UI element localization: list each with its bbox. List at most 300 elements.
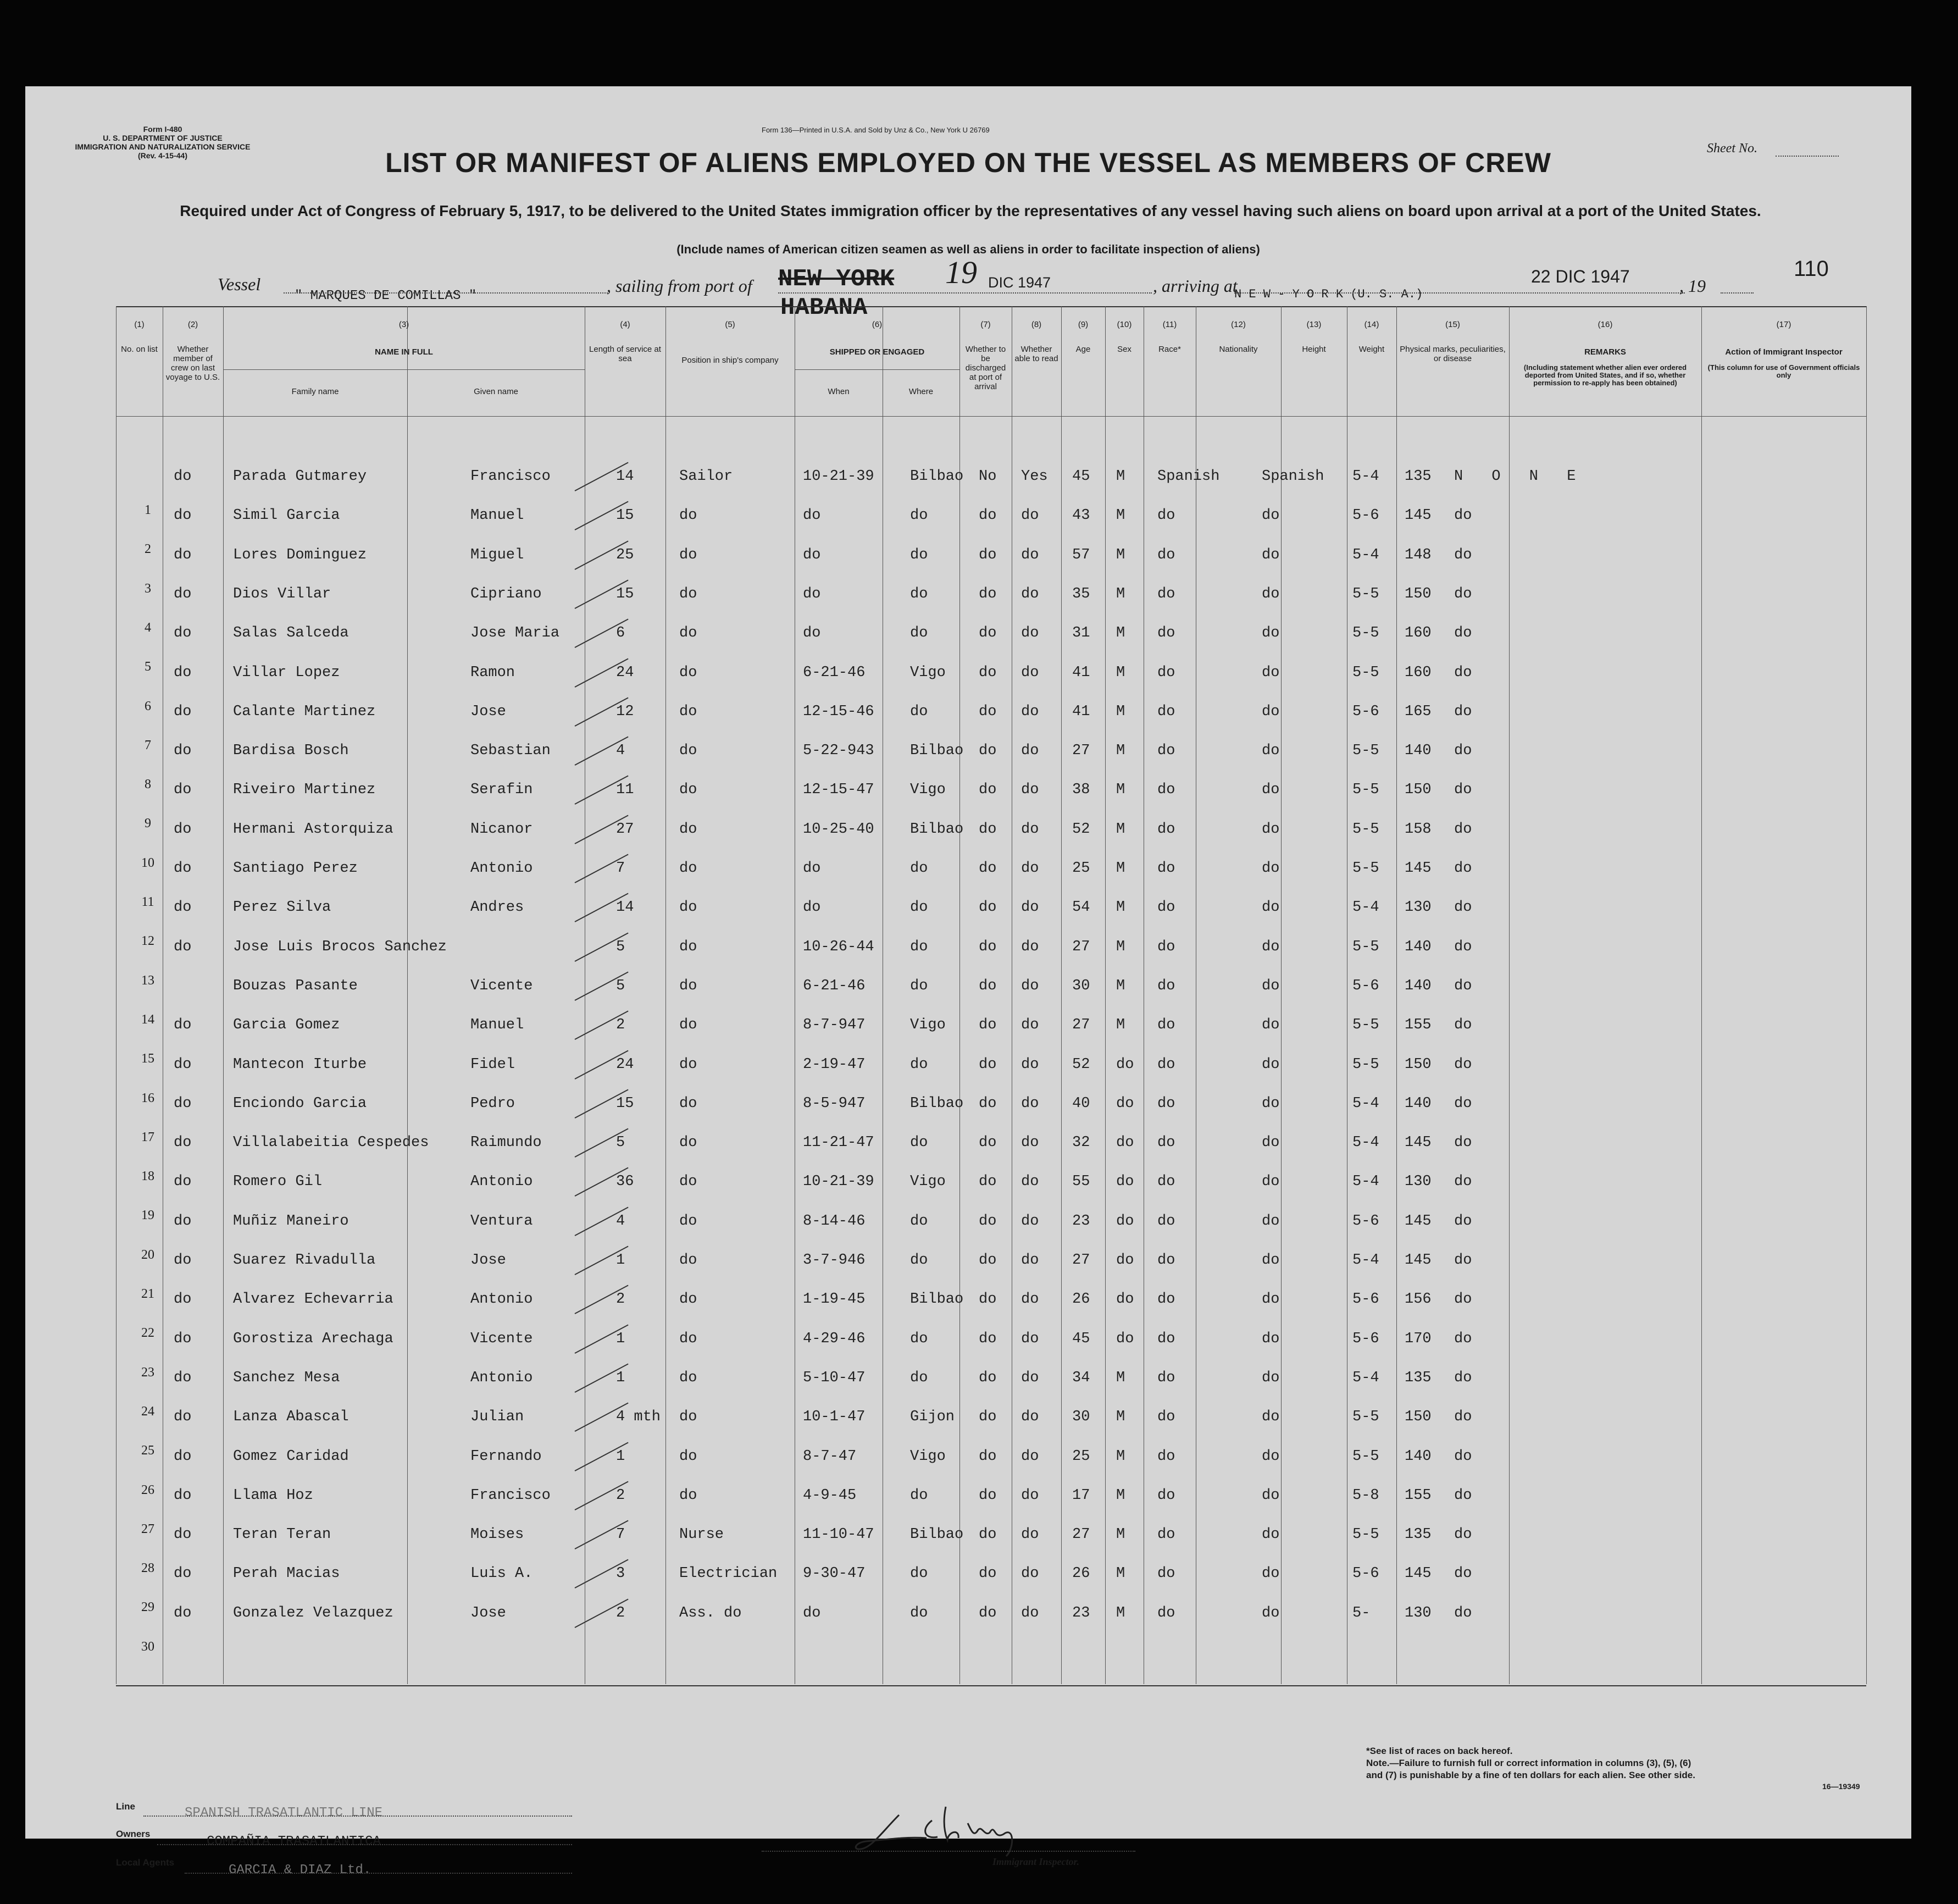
height-cell: 5-5 bbox=[1352, 1056, 1379, 1073]
to-be-discharged-cell: do bbox=[979, 899, 997, 916]
height-cell: 5-6 bbox=[1352, 1213, 1379, 1230]
shipped-when-cell: 3-7-946 bbox=[803, 1252, 866, 1269]
column-header: Sex bbox=[1117, 345, 1131, 354]
height-cell: 5-5 bbox=[1352, 860, 1379, 877]
page-title: LIST OR MANIFEST OF ALIENS EMPLOYED ON THE VESSEL AS MEMBERS OF CREW bbox=[385, 147, 1551, 178]
physical-marks-cell: do bbox=[1454, 1604, 1472, 1621]
shipped-when-cell: do bbox=[803, 899, 821, 916]
age-cell: 32 bbox=[1072, 1134, 1090, 1152]
family-name-cell: Sanchez Mesa bbox=[233, 1369, 340, 1386]
length-of-service-cell: 1 bbox=[616, 1252, 625, 1269]
age-cell: 57 bbox=[1072, 546, 1090, 563]
length-of-service-cell: 4 bbox=[616, 743, 625, 760]
row-number: 5 bbox=[145, 660, 151, 674]
sex-cell: do bbox=[1116, 1330, 1134, 1347]
shipped-when-cell: 10-26-44 bbox=[803, 938, 874, 955]
subheader-rule bbox=[223, 369, 585, 370]
family-name-cell: Llama Hoz bbox=[233, 1487, 313, 1504]
age-cell: 35 bbox=[1072, 585, 1090, 602]
shipped-where-cell: Bilbao bbox=[910, 468, 964, 485]
sex-cell: do bbox=[1116, 1213, 1134, 1230]
to-be-discharged-cell: do bbox=[979, 1291, 997, 1308]
row-number: 19 bbox=[141, 1208, 154, 1223]
column-number: (16) bbox=[1598, 320, 1613, 329]
height-cell: 5-4 bbox=[1352, 1174, 1379, 1191]
column-header: Height bbox=[1302, 345, 1326, 354]
crew-previous-voyage-cell: do bbox=[174, 1604, 192, 1621]
crew-previous-voyage-cell: do bbox=[174, 1213, 192, 1230]
age-cell: 34 bbox=[1072, 1369, 1090, 1386]
position-cell: do bbox=[679, 1017, 697, 1034]
position-cell: do bbox=[679, 899, 697, 916]
weight-cell: 135 bbox=[1405, 1526, 1432, 1543]
shipped-where-cell: do bbox=[910, 977, 928, 994]
shipped-where-cell: do bbox=[910, 899, 928, 916]
length-of-service-cell: 7 bbox=[616, 860, 625, 877]
family-name-cell: Romero Gil bbox=[233, 1174, 323, 1191]
height-cell: 5-5 bbox=[1352, 743, 1379, 760]
crew-previous-voyage-cell: do bbox=[174, 625, 192, 642]
able-to-read-cell: do bbox=[1021, 938, 1039, 955]
to-be-discharged-cell: do bbox=[979, 938, 997, 955]
nationality-cell: do bbox=[1262, 1095, 1280, 1112]
column-header: Whether to be discharged at port of arrival bbox=[965, 345, 1006, 391]
height-cell: 5-6 bbox=[1352, 1291, 1379, 1308]
crew-previous-voyage-cell: do bbox=[174, 860, 192, 877]
shipped-when-cell: do bbox=[803, 546, 821, 563]
sailing-date: DIC 1947 bbox=[988, 274, 1051, 291]
to-be-discharged-cell: do bbox=[979, 1330, 997, 1347]
column-number: (4) bbox=[620, 320, 630, 329]
row-number: 13 bbox=[141, 973, 154, 988]
height-cell: 5-5 bbox=[1352, 1526, 1379, 1543]
crew-previous-voyage-cell: do bbox=[174, 1409, 192, 1426]
physical-marks-cell: do bbox=[1454, 1448, 1472, 1465]
row-number: 18 bbox=[141, 1169, 154, 1184]
column-number: (10) bbox=[1117, 320, 1132, 329]
height-cell: 5- bbox=[1352, 1604, 1371, 1621]
given-name-cell: Jose Maria bbox=[470, 625, 560, 642]
shipped-when-cell: do bbox=[803, 1604, 821, 1621]
race-cell: do bbox=[1157, 1330, 1175, 1347]
crew-previous-voyage-cell: do bbox=[174, 899, 192, 916]
column-header: SHIPPED OR ENGAGED bbox=[829, 347, 925, 357]
owners-label: Owners bbox=[116, 1829, 151, 1839]
race-cell: do bbox=[1157, 1526, 1175, 1543]
inspector-label: Immigrant Inspector. bbox=[992, 1856, 1080, 1867]
year-line bbox=[1721, 292, 1754, 294]
subcolumn-rule bbox=[407, 369, 408, 1684]
sex-cell: M bbox=[1116, 664, 1125, 681]
weight-cell: 170 bbox=[1405, 1330, 1432, 1347]
to-be-discharged-cell: do bbox=[979, 1252, 997, 1269]
position-cell: do bbox=[679, 1409, 697, 1426]
nationality-cell: do bbox=[1262, 1487, 1280, 1504]
physical-marks-cell: do bbox=[1454, 1095, 1472, 1112]
able-to-read-cell: do bbox=[1021, 507, 1039, 524]
age-cell: 27 bbox=[1072, 1252, 1090, 1269]
race-cell: do bbox=[1157, 743, 1175, 760]
sheet-number-label: Sheet No. bbox=[1707, 141, 1757, 156]
column-number: (13) bbox=[1306, 320, 1322, 329]
given-name-cell: Fidel bbox=[470, 1056, 515, 1073]
crew-previous-voyage-cell: do bbox=[174, 1526, 192, 1543]
height-cell: 5-6 bbox=[1352, 977, 1379, 994]
row-number: 25 bbox=[141, 1443, 154, 1458]
owners-rule bbox=[157, 1844, 572, 1845]
able-to-read-cell: do bbox=[1021, 1095, 1039, 1112]
weight-cell: 150 bbox=[1405, 1409, 1432, 1426]
shipped-when-cell: 11-10-47 bbox=[803, 1526, 874, 1543]
to-be-discharged-cell: do bbox=[979, 782, 997, 799]
height-cell: 5-4 bbox=[1352, 1369, 1379, 1386]
given-name-cell: Nicanor bbox=[470, 821, 533, 838]
vessel-label: Vessel bbox=[218, 274, 261, 294]
vessel-name: " MARQUES DE COMILLAS " bbox=[295, 289, 477, 303]
race-cell: do bbox=[1157, 1369, 1175, 1386]
column-subheader: (This column for use of Government officials only bbox=[1707, 363, 1860, 379]
race-cell: do bbox=[1157, 1291, 1175, 1308]
length-of-service-cell: 25 bbox=[616, 546, 634, 563]
physical-marks-cell: do bbox=[1454, 821, 1472, 838]
departure-port: HABANA bbox=[780, 294, 868, 322]
sex-cell: M bbox=[1116, 1448, 1125, 1465]
sex-cell: M bbox=[1116, 507, 1125, 524]
age-cell: 30 bbox=[1072, 1409, 1090, 1426]
length-of-service-cell: 14 bbox=[616, 468, 634, 485]
nationality-cell: do bbox=[1262, 899, 1280, 916]
sailing-line bbox=[778, 292, 1152, 294]
length-of-service-cell: 4 bbox=[616, 1213, 625, 1230]
row-number: 6 bbox=[145, 699, 151, 713]
nationality-cell: do bbox=[1262, 1565, 1280, 1582]
physical-marks-cell: do bbox=[1454, 1565, 1472, 1582]
family-name-cell: Salas Salceda bbox=[233, 625, 349, 642]
position-cell: do bbox=[679, 703, 697, 720]
height-cell: 5-6 bbox=[1352, 507, 1379, 524]
family-name-cell: Perez Silva bbox=[233, 899, 331, 916]
crew-previous-voyage-cell: do bbox=[174, 1017, 192, 1034]
position-cell: do bbox=[679, 743, 697, 760]
column-rule bbox=[1396, 306, 1397, 1684]
shipped-where-cell: Bilbao bbox=[910, 821, 964, 838]
position-cell: do bbox=[679, 507, 697, 524]
form-revision: (Rev. 4-15-44) bbox=[137, 151, 187, 160]
physical-marks-cell: do bbox=[1454, 1369, 1472, 1386]
shipped-when-cell: 8-7-47 bbox=[803, 1448, 857, 1465]
sex-cell: M bbox=[1116, 1526, 1125, 1543]
family-name-cell: Dios Villar bbox=[233, 585, 331, 602]
given-name-cell: Fernando bbox=[470, 1448, 542, 1465]
to-be-discharged-cell: do bbox=[979, 546, 997, 563]
height-cell: 5-5 bbox=[1352, 1448, 1379, 1465]
table-left-rule bbox=[116, 306, 117, 1684]
physical-marks-cell: do bbox=[1454, 1487, 1472, 1504]
length-of-service-cell: 7 bbox=[616, 1526, 625, 1543]
row-number: 8 bbox=[145, 777, 151, 792]
column-number: (7) bbox=[980, 320, 991, 329]
able-to-read-cell: do bbox=[1021, 1174, 1039, 1191]
weight-cell: 148 bbox=[1405, 546, 1432, 563]
nationality-cell: do bbox=[1262, 1174, 1280, 1191]
nationality-cell: do bbox=[1262, 1369, 1280, 1386]
nationality-cell: do bbox=[1262, 664, 1280, 681]
column-number: (11) bbox=[1162, 320, 1177, 329]
to-be-discharged-cell: do bbox=[979, 1017, 997, 1034]
shipped-when-cell: 9-30-47 bbox=[803, 1565, 866, 1582]
shipped-where-cell: do bbox=[910, 1330, 928, 1347]
weight-cell: 158 bbox=[1405, 821, 1432, 838]
given-name-cell: Julian bbox=[470, 1409, 524, 1426]
weight-cell: 130 bbox=[1405, 1604, 1432, 1621]
shipped-where-cell: Bilbao bbox=[910, 743, 964, 760]
race-cell: do bbox=[1157, 938, 1175, 955]
shipped-where-cell: do bbox=[910, 1565, 928, 1582]
able-to-read-cell: do bbox=[1021, 1330, 1039, 1347]
race-cell: do bbox=[1157, 1174, 1175, 1191]
length-of-service-cell: 4 mth bbox=[616, 1409, 661, 1426]
to-be-discharged-cell: do bbox=[979, 1134, 997, 1152]
form-id: Form I-480 bbox=[143, 125, 182, 134]
shipped-when-cell: 10-25-40 bbox=[803, 821, 874, 838]
shipped-when-cell: 2-19-47 bbox=[803, 1056, 866, 1073]
weight-cell: 145 bbox=[1405, 860, 1432, 877]
column-rule bbox=[1281, 306, 1282, 1684]
height-cell: 5-8 bbox=[1352, 1487, 1379, 1504]
weight-cell: 145 bbox=[1405, 1134, 1432, 1152]
shipped-when-cell: 6-21-46 bbox=[803, 977, 866, 994]
given-name-cell: Jose bbox=[470, 1604, 506, 1621]
column-rule bbox=[1701, 306, 1702, 1684]
weight-cell: 145 bbox=[1405, 1565, 1432, 1582]
family-name-cell: Bardisa Bosch bbox=[233, 743, 349, 760]
nationality-cell: do bbox=[1262, 1291, 1280, 1308]
column-header: Action of Immigrant Inspector bbox=[1725, 347, 1843, 357]
nationality-cell: do bbox=[1262, 585, 1280, 602]
shipped-where-cell: Gijon bbox=[910, 1409, 955, 1426]
crew-previous-voyage-cell: do bbox=[174, 1330, 192, 1347]
nationality-cell: do bbox=[1262, 1056, 1280, 1073]
to-be-discharged-cell: do bbox=[979, 1095, 997, 1112]
length-of-service-cell: 1 bbox=[616, 1369, 625, 1386]
given-name-cell: Moises bbox=[470, 1526, 524, 1543]
physical-marks-cell: do bbox=[1454, 507, 1472, 524]
length-of-service-cell: 14 bbox=[616, 899, 634, 916]
shipped-when-cell: 10-21-39 bbox=[803, 1174, 874, 1191]
able-to-read-cell: do bbox=[1021, 821, 1039, 838]
able-to-read-cell: do bbox=[1021, 1526, 1039, 1543]
race-cell: do bbox=[1157, 585, 1175, 602]
family-name-cell: Garcia Gomez bbox=[233, 1017, 340, 1034]
arrival-date: 22 DIC 1947 bbox=[1531, 267, 1630, 286]
arrival-line bbox=[1234, 292, 1685, 294]
family-name-cell: Suarez Rivadulla bbox=[233, 1252, 376, 1269]
column-subheader: Given name bbox=[474, 387, 518, 396]
race-cell: do bbox=[1157, 625, 1175, 642]
length-of-service-cell: 11 bbox=[616, 782, 634, 799]
to-be-discharged-cell: do bbox=[979, 664, 997, 681]
shipped-where-cell: do bbox=[910, 585, 928, 602]
column-number: (1) bbox=[134, 320, 145, 329]
column-header: Age bbox=[1075, 345, 1091, 354]
position-cell: do bbox=[679, 1448, 697, 1465]
physical-marks-cell: do bbox=[1454, 899, 1472, 916]
sex-cell: M bbox=[1116, 782, 1125, 799]
to-be-discharged-cell: do bbox=[979, 821, 997, 838]
row-number: 11 bbox=[141, 895, 154, 909]
sex-cell: M bbox=[1116, 977, 1125, 994]
family-name-cell: Perah Macias bbox=[233, 1565, 340, 1582]
race-cell: do bbox=[1157, 1213, 1175, 1230]
arriving-label: , arriving at bbox=[1153, 276, 1238, 296]
age-cell: 45 bbox=[1072, 1330, 1090, 1347]
race-cell: do bbox=[1157, 1134, 1175, 1152]
column-number: (3) bbox=[398, 320, 409, 329]
to-be-discharged-cell: do bbox=[979, 1448, 997, 1465]
subheader-rule bbox=[795, 369, 959, 370]
length-of-service-cell: 12 bbox=[616, 703, 634, 720]
able-to-read-cell: do bbox=[1021, 1409, 1039, 1426]
given-name-cell: Vicente bbox=[470, 1330, 533, 1347]
table-right-rule bbox=[1866, 306, 1867, 1684]
weight-cell: 155 bbox=[1405, 1017, 1432, 1034]
shipped-when-cell: do bbox=[803, 507, 821, 524]
position-cell: do bbox=[679, 1134, 697, 1152]
sailing-label: , sailing from port of bbox=[607, 276, 752, 296]
shipped-when-cell: do bbox=[803, 860, 821, 877]
column-number: (6) bbox=[872, 320, 883, 329]
column-header: Weight bbox=[1358, 345, 1385, 354]
physical-marks-cell: do bbox=[1454, 1252, 1472, 1269]
race-cell: do bbox=[1157, 782, 1175, 799]
crew-previous-voyage-cell: do bbox=[174, 1369, 192, 1386]
able-to-read-cell: do bbox=[1021, 664, 1039, 681]
family-name-cell: Gonzalez Velazquez bbox=[233, 1604, 393, 1621]
race-cell: do bbox=[1157, 860, 1175, 877]
nationality-cell: do bbox=[1262, 546, 1280, 563]
length-of-service-cell: 15 bbox=[616, 1095, 634, 1112]
agents-label: Local Agents bbox=[116, 1857, 175, 1868]
year-label: , 19 bbox=[1679, 276, 1706, 296]
family-name-cell: Villalabeitia Cespedes bbox=[233, 1134, 429, 1152]
weight-cell: 165 bbox=[1405, 703, 1432, 720]
length-of-service-cell: 27 bbox=[616, 821, 634, 838]
crew-previous-voyage-cell: do bbox=[174, 1134, 192, 1152]
given-name-cell: Francisco bbox=[470, 468, 551, 485]
family-name-cell: Parada Gutmarey bbox=[233, 468, 367, 485]
sex-cell: M bbox=[1116, 743, 1125, 760]
row-number: 23 bbox=[141, 1365, 154, 1380]
shipped-where-cell: do bbox=[910, 507, 928, 524]
weight-cell: 130 bbox=[1405, 899, 1432, 916]
given-name-cell: Jose bbox=[470, 1252, 506, 1269]
column-header: Whether able to read bbox=[1014, 345, 1058, 363]
shipped-where-cell: do bbox=[910, 546, 928, 563]
position-cell: do bbox=[679, 664, 697, 681]
able-to-read-cell: do bbox=[1021, 1565, 1039, 1582]
shipped-when-cell: 11-21-47 bbox=[803, 1134, 874, 1152]
to-be-discharged-cell: do bbox=[979, 1056, 997, 1073]
footnote-warning: Note.—Failure to furnish full or correct information in columns (3), (5), (6) and (7) is punishable by a fine of ten dollars for each alien. See other side. bbox=[1366, 1758, 1695, 1780]
nationality-cell: do bbox=[1262, 1252, 1280, 1269]
sex-cell: M bbox=[1116, 546, 1125, 563]
physical-marks-cell: do bbox=[1454, 1213, 1472, 1230]
row-number: 22 bbox=[141, 1326, 154, 1341]
position-cell: do bbox=[679, 1369, 697, 1386]
height-cell: 5-4 bbox=[1352, 1134, 1379, 1152]
age-cell: 43 bbox=[1072, 507, 1090, 524]
shipped-where-cell: do bbox=[910, 1056, 928, 1073]
crew-previous-voyage-cell: do bbox=[174, 546, 192, 563]
crew-previous-voyage-cell: do bbox=[174, 1095, 192, 1112]
column-header: Physical marks, peculiarities, or disease bbox=[1400, 345, 1506, 363]
family-name-cell: Alvarez Echevarria bbox=[233, 1291, 393, 1308]
family-name-cell: Villar Lopez bbox=[233, 664, 340, 681]
to-be-discharged-cell: do bbox=[979, 1565, 997, 1582]
row-number: 10 bbox=[141, 855, 154, 870]
column-header: Race* bbox=[1158, 345, 1181, 354]
row-number: 14 bbox=[141, 1012, 154, 1027]
nationality-cell: Spanish bbox=[1262, 468, 1324, 485]
to-be-discharged-cell: do bbox=[979, 1604, 997, 1621]
sex-cell: M bbox=[1116, 1487, 1125, 1504]
column-rule bbox=[223, 306, 224, 1684]
position-cell: do bbox=[679, 546, 697, 563]
height-cell: 5-5 bbox=[1352, 1017, 1379, 1034]
weight-cell: 150 bbox=[1405, 782, 1432, 799]
age-cell: 52 bbox=[1072, 1056, 1090, 1073]
given-name-cell: Antonio bbox=[470, 1291, 533, 1308]
position-cell: do bbox=[679, 585, 697, 602]
nationality-cell: do bbox=[1262, 1213, 1280, 1230]
given-name-cell: Miguel bbox=[470, 546, 524, 563]
footnote-races: *See list of races on back hereof. bbox=[1366, 1746, 1513, 1756]
nationality-cell: do bbox=[1262, 1448, 1280, 1465]
age-cell: 31 bbox=[1072, 625, 1090, 642]
age-cell: 23 bbox=[1072, 1213, 1090, 1230]
race-cell: Spanish bbox=[1157, 468, 1220, 485]
able-to-read-cell: do bbox=[1021, 1134, 1039, 1152]
sex-cell: do bbox=[1116, 1056, 1134, 1073]
nationality-cell: do bbox=[1262, 703, 1280, 720]
height-cell: 5-4 bbox=[1352, 899, 1379, 916]
row-number: 17 bbox=[141, 1130, 154, 1144]
able-to-read-cell: do bbox=[1021, 977, 1039, 994]
shipped-where-cell: do bbox=[910, 1369, 928, 1386]
crew-previous-voyage-cell: do bbox=[174, 664, 192, 681]
column-rule bbox=[959, 306, 960, 1684]
age-cell: 41 bbox=[1072, 664, 1090, 681]
family-name-cell: Calante Martinez bbox=[233, 703, 376, 720]
shipped-where-cell: Bilbao bbox=[910, 1526, 964, 1543]
nationality-cell: do bbox=[1262, 1409, 1280, 1426]
age-cell: 27 bbox=[1072, 1017, 1090, 1034]
line-label: Line bbox=[116, 1801, 135, 1812]
sex-cell: M bbox=[1116, 468, 1125, 485]
physical-marks-cell: do bbox=[1454, 938, 1472, 955]
position-cell: do bbox=[679, 1174, 697, 1191]
column-header: NAME IN FULL bbox=[375, 347, 433, 357]
race-cell: do bbox=[1157, 703, 1175, 720]
shipped-when-cell: 8-5-947 bbox=[803, 1095, 866, 1112]
nationality-cell: do bbox=[1262, 821, 1280, 838]
weight-cell: 130 bbox=[1405, 1174, 1432, 1191]
footnote bbox=[1366, 1745, 1696, 1781]
age-cell: 41 bbox=[1072, 703, 1090, 720]
column-header: Length of service at sea bbox=[589, 345, 661, 363]
family-name-cell: Bouzas Pasante bbox=[233, 977, 358, 994]
physical-marks-cell: do bbox=[1454, 1291, 1472, 1308]
